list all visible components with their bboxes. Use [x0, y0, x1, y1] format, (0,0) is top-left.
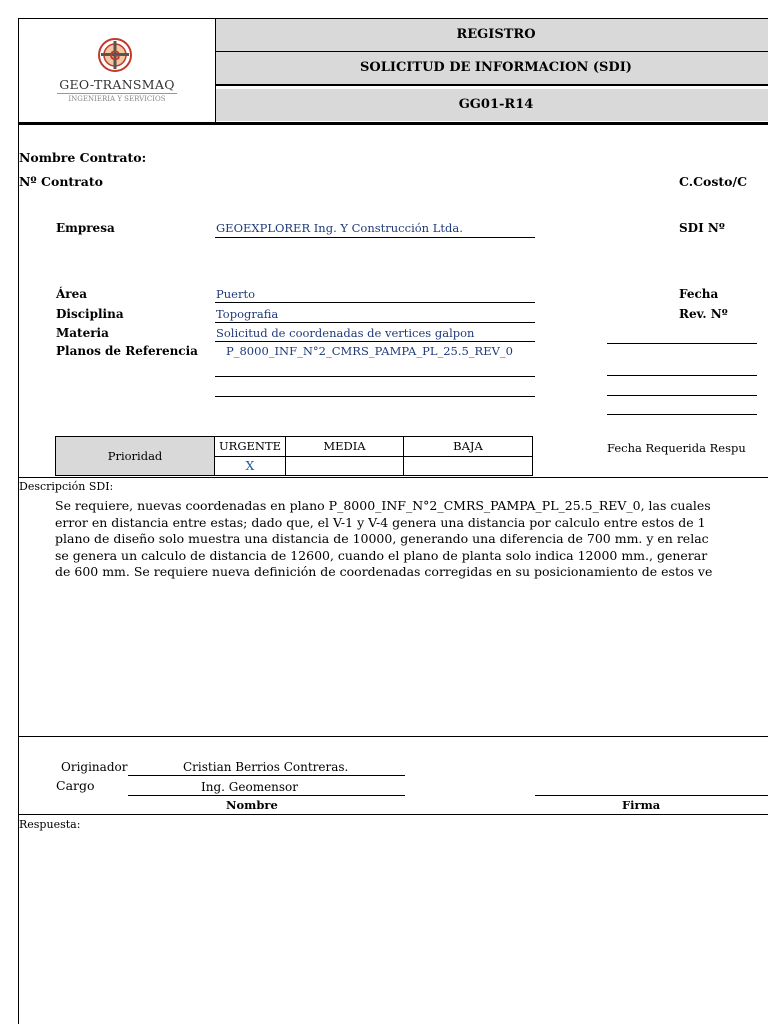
description-line: de 600 mm. Se requiere nueva definición de coordenadas corregidas en su posicionamiento de estos ve	[55, 564, 713, 579]
contract-number-label: Nº Contrato	[19, 174, 103, 189]
area-label: Área	[56, 287, 88, 301]
materia-value: Solicitud de coordenadas de vertices galpon	[216, 326, 475, 340]
empresa-value: GEOEXPLORER Ing. Y Construcción Ltda.	[216, 221, 463, 235]
description-label: Descripción SDI:	[19, 480, 114, 493]
priority-media-header: MEDIA	[286, 437, 404, 457]
description-line: Se requiere, nuevas coordenadas en plano P_8000_INF_N°2_CMRS_PAMPA_PL_25.5_REV_0, las cuales	[55, 498, 711, 513]
priority-media-cell[interactable]	[286, 456, 404, 476]
company-name: GEO-TRANSMAQ	[59, 77, 175, 92]
contract-name-label: Nombre Contrato:	[19, 150, 147, 165]
description-line: error en distancia entre estas; dado que, el V-1 y V-4 genera una distancia por calculo entre estos de 1	[55, 514, 706, 530]
header-code: GG01-R14	[216, 89, 768, 121]
fecha-requerida-label: Fecha Requerida Respu	[607, 441, 746, 455]
disciplina-label: Disciplina	[56, 307, 124, 321]
originator-label: Originador	[61, 760, 128, 774]
header-block	[18, 18, 768, 124]
cost-center-label: C.Costo/C	[679, 174, 748, 189]
planos-value: P_8000_INF_N°2_CMRS_PAMPA_PL_25.5_REV_0	[226, 344, 513, 358]
disciplina-value: Topografia	[216, 307, 279, 321]
response-label: Respuesta:	[19, 818, 81, 831]
originator-name: Cristian Berrios Contreras.	[183, 760, 349, 774]
description-line: plano de diseño solo muestra una distancia de 10000, generando una diferencia de 700 mm. y en relac	[55, 531, 709, 546]
cargo-label: Cargo	[56, 778, 95, 793]
header-solicitud: SOLICITUD DE INFORMACION (SDI)	[216, 52, 768, 85]
sdi-number-label: SDI Nº	[679, 221, 725, 235]
priority-label: Prioridad	[56, 437, 215, 476]
fecha-label: Fecha	[679, 287, 719, 301]
priority-urgent-header: URGENTE	[215, 437, 286, 457]
header-divider	[18, 122, 768, 125]
planos-label: Planos de Referencia	[56, 344, 198, 358]
priority-table	[55, 436, 533, 476]
cargo-value: Ing. Geomensor	[201, 780, 299, 794]
company-subtitle: INGENIERIA Y SERVICIOS	[68, 95, 166, 103]
priority-baja-header: BAJA	[404, 437, 533, 457]
firma-label: Firma	[622, 798, 661, 812]
svg-text:G: G	[109, 47, 121, 63]
logo-area	[19, 19, 216, 123]
empresa-label: Empresa	[56, 221, 115, 235]
description-line: se genera un calculo de distancia de 12600, cuando el plano de planta solo indica 12000 mm., generar	[55, 547, 708, 563]
rev-label: Rev. Nº	[679, 307, 728, 321]
area-value: Puerto	[216, 287, 255, 301]
materia-label: Materia	[56, 326, 109, 340]
left-border	[18, 122, 19, 1024]
nombre-label: Nombre	[226, 798, 278, 812]
header-registro: REGISTRO	[216, 19, 768, 52]
company-logo-icon	[97, 37, 133, 73]
priority-urgent-mark[interactable]: X	[215, 456, 286, 476]
priority-baja-cell[interactable]	[404, 456, 533, 476]
